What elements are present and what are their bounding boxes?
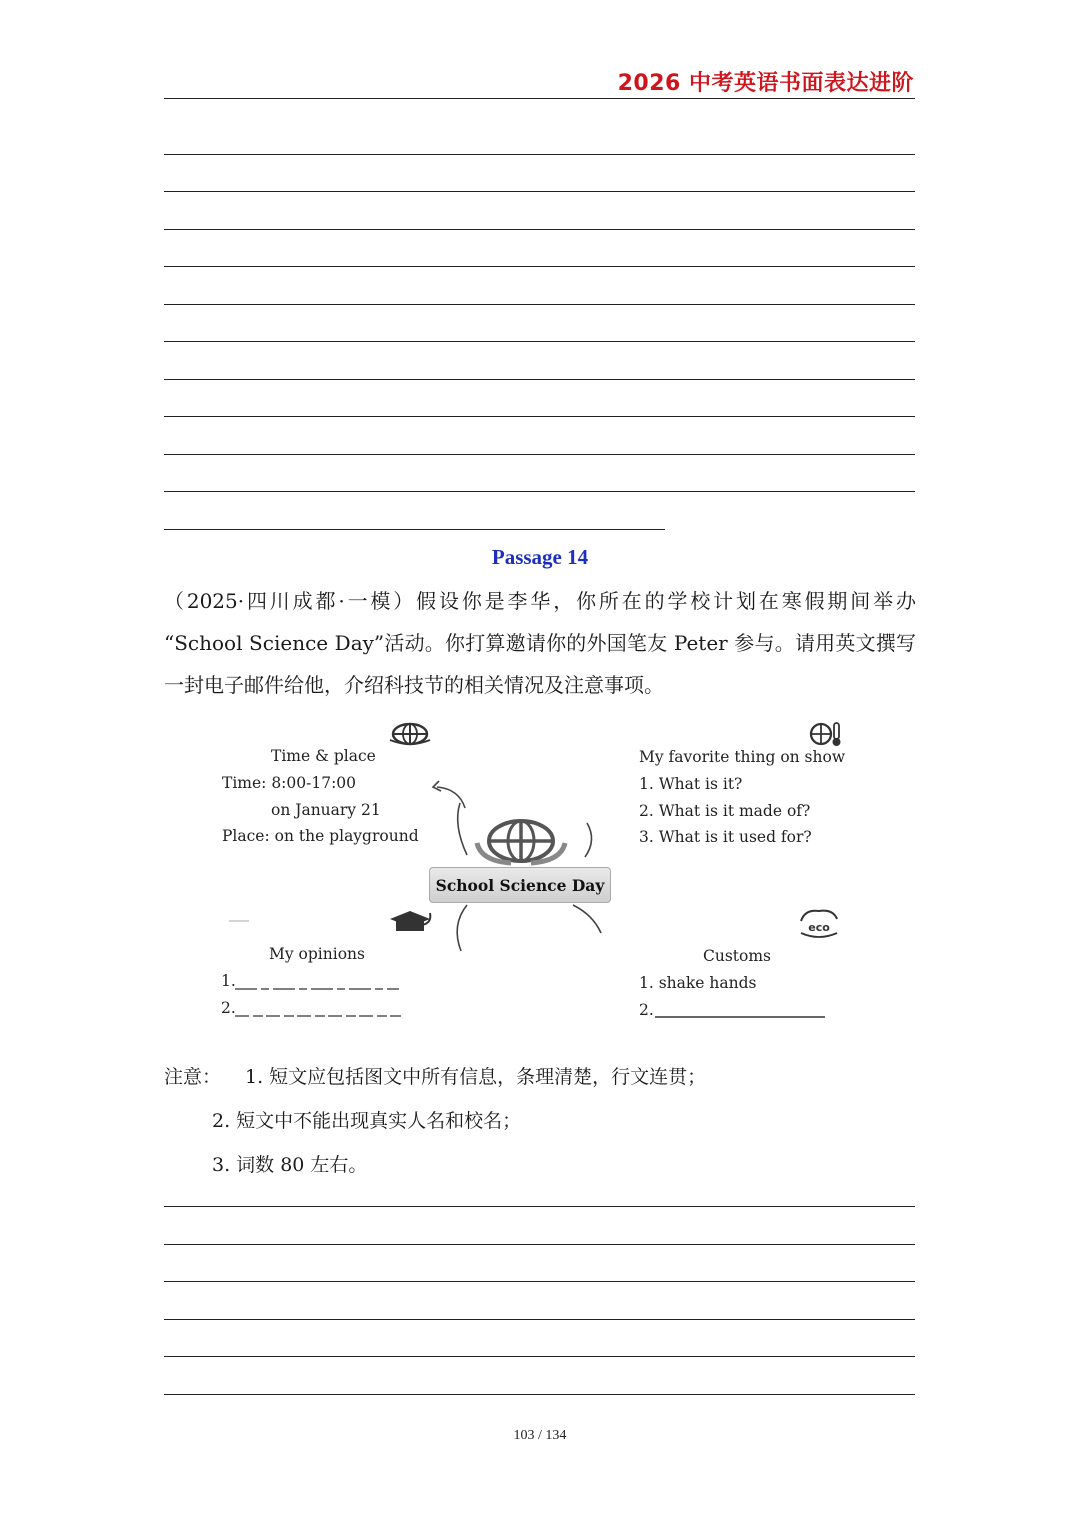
- connector-curve: [585, 823, 592, 857]
- opinions-heading: My opinions: [269, 945, 365, 963]
- note-item: 2. 短文中不能出现真实人名和校名；: [212, 1110, 522, 1132]
- notes-section: [164, 1055, 706, 1187]
- writing-line: [164, 304, 915, 305]
- header-rule: [164, 98, 915, 99]
- connector-curve: [573, 905, 601, 933]
- customs-item-1: 1. shake hands: [639, 974, 757, 992]
- prompt-line: “School Science Day”活动。你打算邀请你的外国笔友 Peter 参与。请用英文撰写: [164, 631, 916, 655]
- writing-line: [164, 1319, 915, 1320]
- date-text: on January 21: [271, 801, 381, 819]
- mind-map-diagram: [215, 715, 855, 1030]
- writing-line: [164, 1356, 915, 1357]
- header-title: 2026 中考英语书面表达进阶: [617, 71, 914, 96]
- prompt-line: 一封电子邮件给他，介绍科技节的相关情况及注意事项。: [164, 673, 664, 697]
- writing-line: [164, 229, 915, 230]
- writing-line: [164, 529, 665, 530]
- arrow: [437, 787, 465, 808]
- passage-title: Passage 14: [491, 545, 589, 569]
- writing-line: [164, 379, 915, 380]
- favorite-q1: 1. What is it?: [639, 775, 743, 793]
- passage-prompt: [164, 580, 916, 706]
- writing-line: [164, 1244, 915, 1245]
- globe-thermometer-icon: [811, 723, 841, 746]
- writing-line: [164, 1394, 915, 1395]
- connector-curve: [458, 803, 467, 855]
- writing-line: [164, 491, 915, 492]
- prompt-line: （2025·四川成都·一模）假设你是李华，你所在的学校计划在寒假期间举办: [164, 589, 916, 613]
- opinion-item-1: 1.: [221, 972, 236, 990]
- note-item: 3. 词数 80 左右。: [212, 1154, 368, 1176]
- page-number: 103 / 134: [513, 1428, 567, 1443]
- writing-line: [164, 454, 915, 455]
- writing-line: [164, 191, 915, 192]
- writing-line: [164, 341, 915, 342]
- place-text: Place: on the playground: [222, 827, 419, 845]
- customs-heading: Customs: [703, 947, 772, 965]
- globe-icon: [390, 724, 430, 744]
- time-place-heading: Time & place: [271, 747, 376, 765]
- arrow-head: [433, 781, 441, 791]
- connector-curve: [457, 905, 467, 951]
- writing-line: [164, 266, 915, 267]
- customs-item-2: 2.: [639, 1001, 654, 1019]
- graduation-cap-icon: [390, 911, 430, 931]
- center-topic: School Science Day: [429, 867, 611, 903]
- eco-label: eco: [808, 921, 830, 934]
- writing-line: [164, 154, 915, 155]
- favorite-q3: 3. What is it used for?: [639, 828, 812, 846]
- central-globe-icon: [477, 821, 565, 863]
- time-text: Time: 8:00-17:00: [222, 774, 357, 792]
- eco-icon: [801, 911, 837, 937]
- note-item: 1. 短文应包括图文中所有信息，条理清楚，行文连贯；: [245, 1066, 707, 1088]
- favorite-heading: My favorite thing on show: [639, 748, 846, 766]
- favorite-q2: 2. What is it made of?: [639, 802, 811, 820]
- writing-line: [164, 1206, 915, 1207]
- writing-line: [164, 1281, 915, 1282]
- writing-line: [164, 416, 915, 417]
- opinion-item-2: 2.: [221, 999, 236, 1017]
- notes-label: 注意：: [164, 1066, 222, 1088]
